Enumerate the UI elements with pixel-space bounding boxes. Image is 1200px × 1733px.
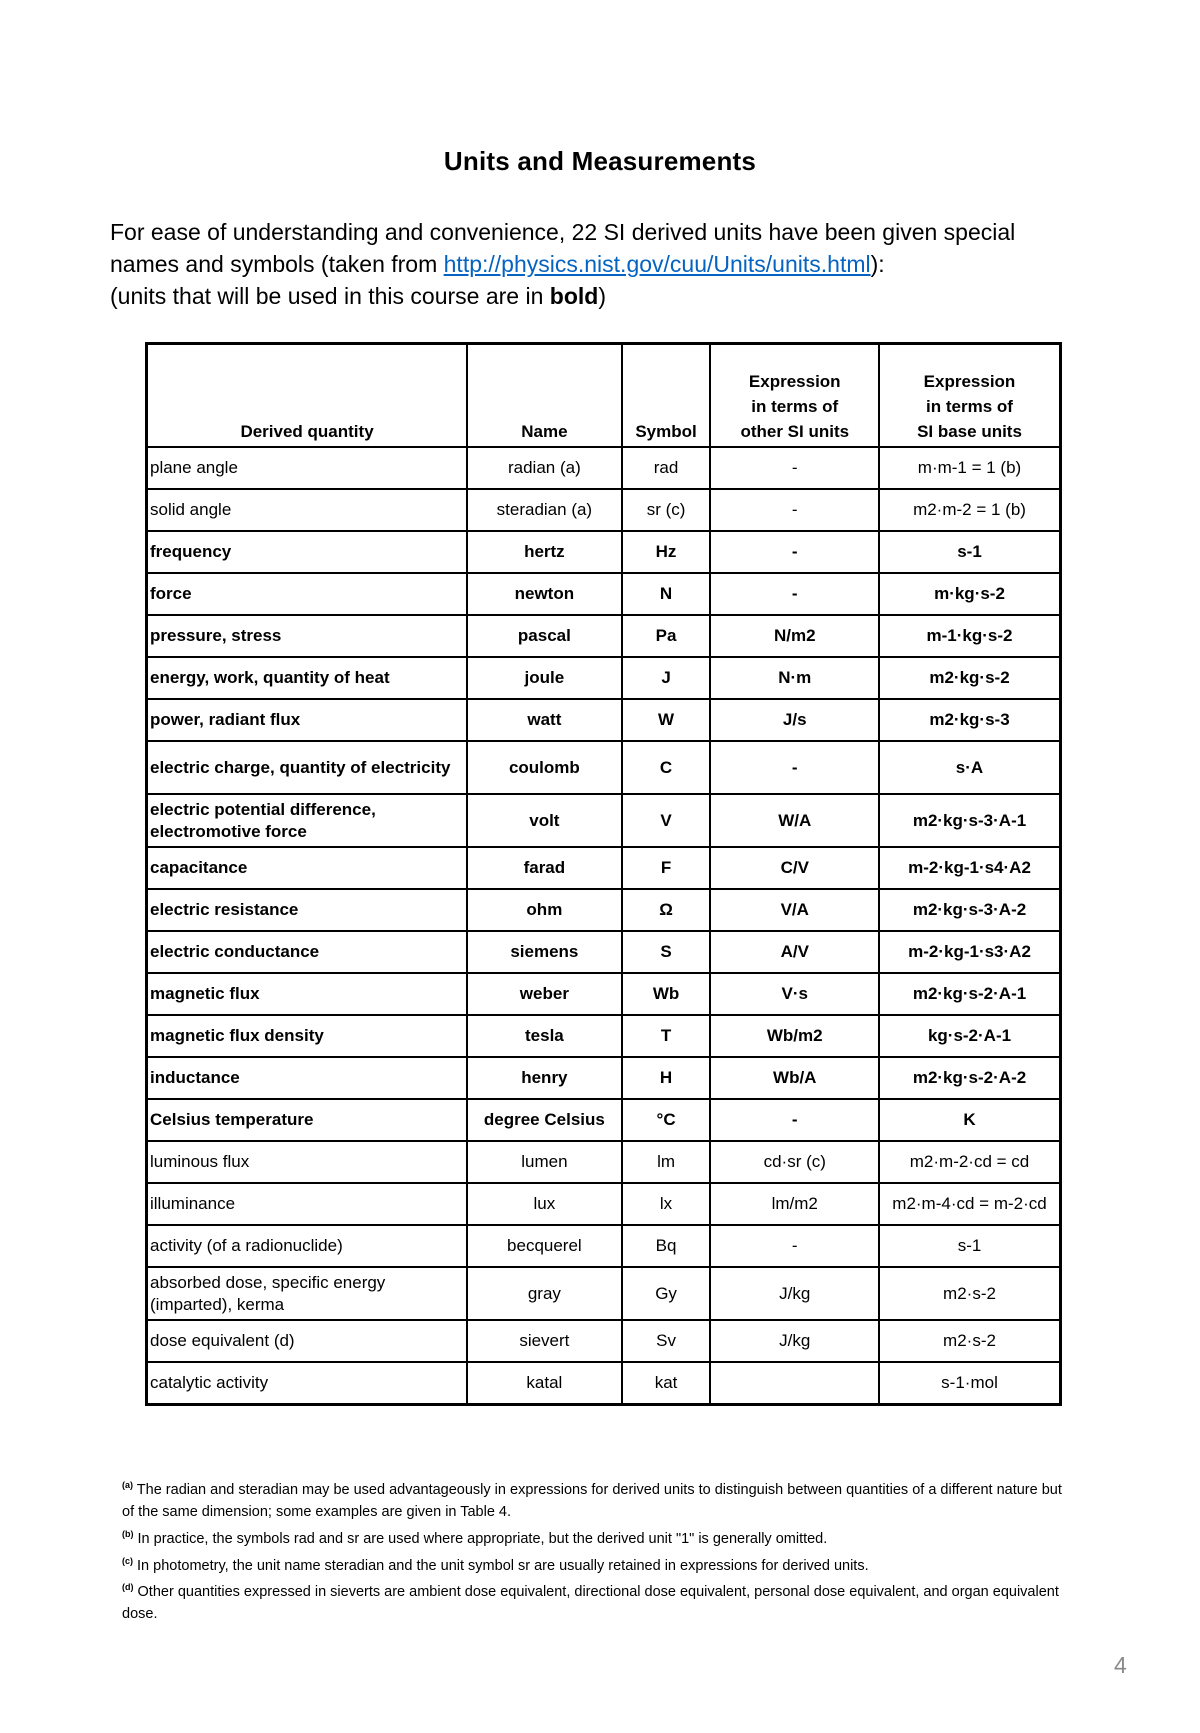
cell-quantity: inductance [147,1057,468,1099]
cell-other-units: - [710,489,879,531]
cell-symbol: F [622,847,711,889]
cell-other-units: A/V [710,931,879,973]
cell-name: degree Celsius [467,1099,622,1141]
table-row [147,1015,1061,1057]
cell-base-units: m2·m-2·cd = cd [879,1141,1060,1183]
table-row [147,1320,1061,1362]
cell-quantity: energy, work, quantity of heat [147,657,468,699]
cell-name: volt [467,794,622,847]
cell-symbol: W [622,699,711,741]
cell-other-units: V/A [710,889,879,931]
cell-base-units: m-2·kg-1·s4·A2 [879,847,1060,889]
intro-line-2-end: ): [870,251,885,277]
intro-line-2-text: names and symbols (taken from [110,251,444,277]
cell-base-units: m-2·kg-1·s3·A2 [879,931,1060,973]
cell-name: becquerel [467,1225,622,1267]
cell-other-units: J/kg [710,1267,879,1320]
cell-symbol: Pa [622,615,711,657]
cell-base-units: m2·s-2 [879,1320,1060,1362]
cell-quantity: luminous flux [147,1141,468,1183]
cell-other-units: cd·sr (c) [710,1141,879,1183]
table-row [147,1183,1061,1225]
header-other-line-2: in terms of [751,397,839,416]
cell-symbol: H [622,1057,711,1099]
cell-quantity: Celsius temperature [147,1099,468,1141]
header-symbol: Symbol [622,344,711,448]
cell-other-units: V·s [710,973,879,1015]
cell-symbol: Hz [622,531,711,573]
cell-symbol: S [622,931,711,973]
table-row [147,1267,1061,1320]
cell-quantity: magnetic flux [147,973,468,1015]
footnote-c-marker: (c) [122,1555,133,1566]
footnote-d-marker: (d) [122,1582,134,1593]
cell-symbol: Sv [622,1320,711,1362]
si-derived-units-table [145,342,1062,1406]
cell-symbol: lm [622,1141,711,1183]
cell-quantity: absorbed dose, specific energy (imparted), kerma [147,1267,468,1320]
footnote-b [122,1523,1072,1550]
cell-quantity: electric potential difference, electromotive force [147,794,468,847]
cell-quantity: catalytic activity [147,1362,468,1405]
page-title: Units and Measurements [443,146,757,176]
table-row [147,931,1061,973]
header-si-base-units [879,344,1060,448]
intro-bold-word: bold [549,283,599,309]
cell-symbol: C [622,741,711,794]
table-row [147,531,1061,573]
cell-symbol: kat [622,1362,711,1405]
cell-base-units: kg·s-2·A-1 [879,1015,1060,1057]
footnote-c [122,1550,1072,1577]
header-base-line-2: in terms of [926,397,1013,416]
intro-line-3-end: ) [598,283,606,309]
cell-symbol: rad [622,447,711,489]
cell-quantity: solid angle [147,489,468,531]
cell-quantity: electric conductance [147,931,468,973]
cell-other-units: lm/m2 [710,1183,879,1225]
cell-other-units: Wb/m2 [710,1015,879,1057]
cell-base-units: m2·kg·s-3 [879,699,1060,741]
table-row [147,1141,1061,1183]
cell-name: newton [467,573,622,615]
cell-name: joule [467,657,622,699]
table-header-row [147,344,1061,448]
cell-name: sievert [467,1320,622,1362]
table-row [147,447,1061,489]
cell-other-units: - [710,741,879,794]
cell-symbol: Ω [622,889,711,931]
table-row [147,741,1061,794]
cell-quantity: power, radiant flux [147,699,468,741]
footnote-b-marker: (b) [122,1528,134,1539]
cell-quantity: capacitance [147,847,468,889]
table-row [147,1225,1061,1267]
header-derived-quantity: Derived quantity [147,344,468,448]
intro-line-3-text: (units that will be used in this course are in [110,283,550,309]
cell-name: steradian (a) [467,489,622,531]
cell-name: siemens [467,931,622,973]
cell-quantity: dose equivalent (d) [147,1320,468,1362]
cell-symbol: Wb [622,973,711,1015]
table-row [147,847,1061,889]
cell-symbol: T [622,1015,711,1057]
intro-line-2 [110,248,1090,280]
table-row [147,973,1061,1015]
cell-base-units: m2·kg·s-2·A-1 [879,973,1060,1015]
cell-name: farad [467,847,622,889]
cell-symbol: V [622,794,711,847]
cell-quantity: frequency [147,531,468,573]
cell-base-units: m2·kg·s-2·A-2 [879,1057,1060,1099]
cell-base-units: m·kg·s-2 [879,573,1060,615]
cell-other-units: Wb/A [710,1057,879,1099]
table-row [147,1099,1061,1141]
cell-other-units: N·m [710,657,879,699]
footnote-a-text: The radian and steradian may be used advantageously in expressions for derived units to distinguish between quantities of a different nature but of the same dimension; some examples are given in Table 4. [122,1481,1062,1520]
cell-base-units: m2·m-2 = 1 (b) [879,489,1060,531]
cell-base-units: m·m-1 = 1 (b) [879,447,1060,489]
cell-name: hertz [467,531,622,573]
footnote-b-text: In practice, the symbols rad and sr are used where appropriate, but the derived unit "1" is generally omitted. [137,1530,828,1547]
table-row [147,615,1061,657]
cell-name: pascal [467,615,622,657]
cell-quantity: electric resistance [147,889,468,931]
cell-symbol: Bq [622,1225,711,1267]
cell-other-units: - [710,1225,879,1267]
cell-name: ohm [467,889,622,931]
cell-other-units: N/m2 [710,615,879,657]
cell-base-units: m2·kg·s-2 [879,657,1060,699]
cell-base-units: s-1 [879,1225,1060,1267]
cell-quantity: magnetic flux density [147,1015,468,1057]
cell-symbol: Gy [622,1267,711,1320]
page-number: 4 [1114,1652,1127,1678]
cell-name: weber [467,973,622,1015]
cell-symbol: lx [622,1183,711,1225]
cell-base-units: m2·kg·s-3·A-1 [879,794,1060,847]
nist-link[interactable]: http://physics.nist.gov/cuu/Units/units.html [443,251,871,277]
cell-base-units: s-1·mol [879,1362,1060,1405]
header-other-si-units [710,344,879,448]
table-row [147,1057,1061,1099]
table-row [147,573,1061,615]
cell-symbol: °C [622,1099,711,1141]
cell-base-units: K [879,1099,1060,1141]
cell-name: radian (a) [467,447,622,489]
header-name: Name [467,344,622,448]
cell-other-units: C/V [710,847,879,889]
footnote-d-text: Other quantities expressed in sieverts are ambient dose equivalent, directional dose equivalent, personal dose equivalent, and organ equivalent dose. [122,1584,1059,1623]
table-row [147,794,1061,847]
cell-other-units [710,1362,879,1405]
table-row [147,489,1061,531]
table-row [147,1362,1061,1405]
cell-name: tesla [467,1015,622,1057]
header-base-line-1: Expression [923,372,1016,391]
footnote-a-marker: (a) [122,1480,133,1490]
footnote-c-text: In photometry, the unit name steradian and the unit symbol sr are usually retained in expressions for derived units. [137,1557,869,1574]
cell-quantity: illuminance [147,1183,468,1225]
cell-quantity: pressure, stress [147,615,468,657]
cell-other-units: W/A [710,794,879,847]
footnote-a [122,1474,1072,1523]
cell-other-units: - [710,573,879,615]
cell-name: katal [467,1362,622,1405]
intro-line-3 [110,280,1090,312]
cell-other-units: - [710,531,879,573]
cell-base-units: s-1 [879,531,1060,573]
header-base-line-3: SI base units [917,422,1022,441]
cell-quantity: electric charge, quantity of electricity [147,741,468,794]
cell-base-units: m2·m-4·cd = m-2·cd [879,1183,1060,1225]
cell-other-units: - [710,447,879,489]
cell-symbol: sr (c) [622,489,711,531]
cell-name: lux [467,1183,622,1225]
cell-name: watt [467,699,622,741]
footnotes [122,1474,1072,1625]
intro-line-1: For ease of understanding and convenience, 22 SI derived units have been given special [110,219,1016,245]
cell-base-units: m2·s-2 [879,1267,1060,1320]
cell-symbol: J [622,657,711,699]
cell-other-units: - [710,1099,879,1141]
table-row [147,657,1061,699]
header-other-line-1: Expression [748,372,841,391]
cell-other-units: J/s [710,699,879,741]
table-row [147,699,1061,741]
cell-name: coulomb [467,741,622,794]
table-row [147,889,1061,931]
cell-base-units: m-1·kg·s-2 [879,615,1060,657]
cell-symbol: N [622,573,711,615]
cell-other-units: J/kg [710,1320,879,1362]
cell-quantity: plane angle [147,447,468,489]
header-other-line-3: other SI units [740,422,850,441]
cell-quantity: activity (of a radionuclide) [147,1225,468,1267]
cell-quantity: force [147,573,468,615]
cell-base-units: m2·kg·s-3·A-2 [879,889,1060,931]
footnote-d [122,1576,1072,1625]
intro-paragraph [110,216,1090,312]
cell-name: gray [467,1267,622,1320]
cell-base-units: s·A [879,741,1060,794]
cell-name: henry [467,1057,622,1099]
cell-name: lumen [467,1141,622,1183]
